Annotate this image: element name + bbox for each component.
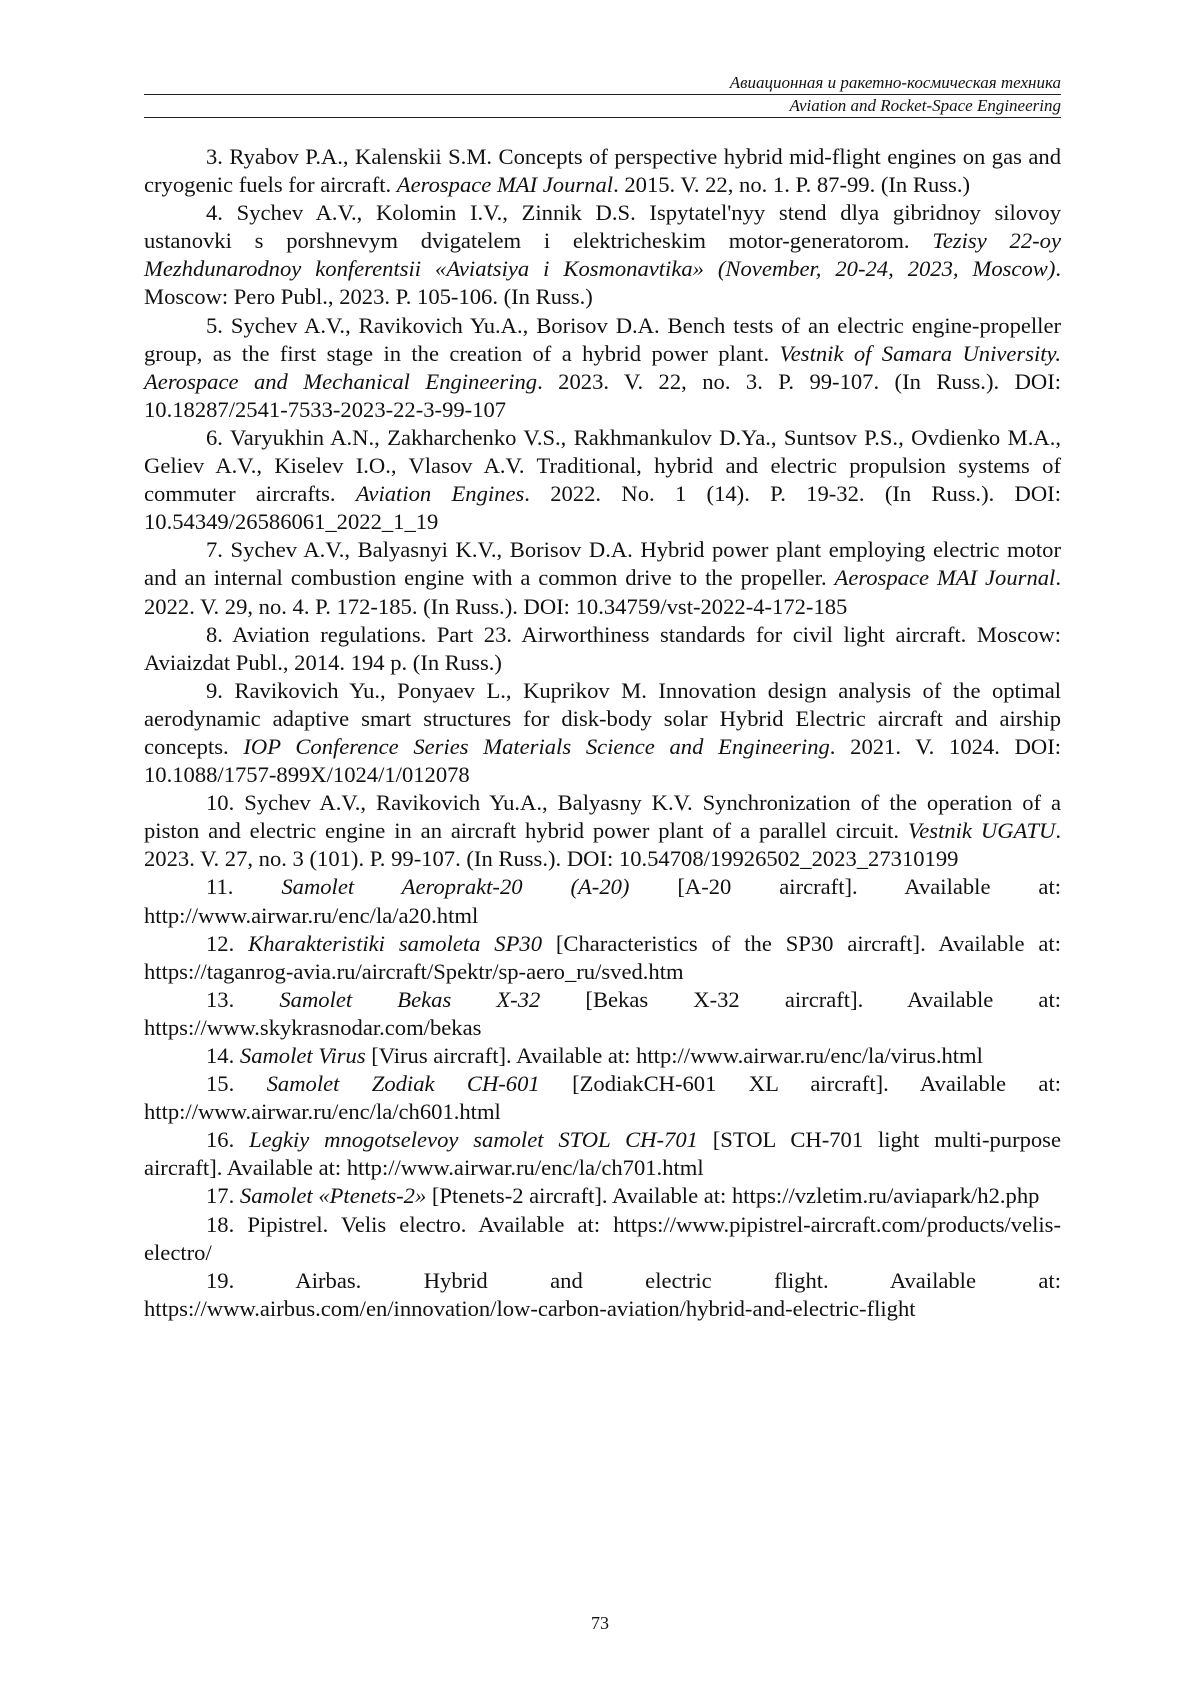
- reference-details: [STOL CH-701 light multi-purpose aircraft]. Available at: http://www.airwar.ru/enc/la/ch701.html: [144, 1127, 1062, 1181]
- reference-source: Aerospace MAI Journal: [834, 565, 1056, 591]
- reference-15: [144, 1070, 1061, 1126]
- reference-details: . 2022. V. 29, no. 4. P. 172-185. (In Russ.). DOI: 10.34759/vst-2022-4-172-185: [144, 565, 1061, 619]
- reference-details: . 2015. V. 22, no. 1. P. 87-99. (In Russ.): [613, 172, 970, 198]
- reference-11: [144, 873, 1061, 929]
- reference-details: . 2023. V. 27, no. 3 (101). P. 99-107. (In Russ.). DOI: 10.54708/19926502_2023_27310199: [144, 818, 1062, 872]
- running-header: [144, 72, 1061, 118]
- reference-details: [Virus aircraft]. Available at: http://www.airwar.ru/enc/la/virus.html: [365, 1043, 983, 1068]
- reference-18: [144, 1211, 1061, 1267]
- reference-source: Samolet Bekas X-32: [279, 986, 541, 1012]
- reference-source: Aerospace MAI Journal: [396, 172, 614, 198]
- reference-details: [A-20 aircraft]. Available at: http://www.airwar.ru/enc/la/a20.html: [144, 874, 1061, 928]
- reference-12: [144, 930, 1061, 986]
- reference-source: Samolet Virus: [239, 1043, 366, 1068]
- reference-7: [144, 536, 1061, 620]
- reference-text: 11.: [206, 874, 282, 900]
- reference-text: 18. Pipistrel. Velis electro. Available at: https://www.pipistrel-aircraft.com/products/velis-electro/: [144, 1211, 1061, 1265]
- reference-text: 4. Sychev A.V., Kolomin I.V., Zinnik D.S. Ispytatel'nyy stend dlya gibridnoy silovoy ustanovki s porshnevym dvigatelem i elektricheskim motor-generatorom.: [144, 200, 1061, 254]
- reference-text: 12.: [206, 930, 249, 956]
- reference-text: 17.: [206, 1183, 240, 1209]
- reference-source: Samolet Aeroprakt-20 (A-20): [281, 874, 630, 900]
- reference-17: [144, 1182, 1061, 1210]
- reference-text: 15.: [206, 1071, 267, 1097]
- reference-details: [Characteristics of the SP30 aircraft]. Available at: https://taganrog-avia.ru/aircraft/Spektr/sp-aero_ru/sved.htm: [144, 930, 1061, 984]
- reference-details: [ZodiakCH-601 XL aircraft]. Available at: http://www.airwar.ru/enc/la/ch601.html: [144, 1071, 1061, 1125]
- reference-9: [144, 677, 1061, 789]
- journal-title-ru: Авиационная и ракетно-космическая техника: [144, 72, 1061, 95]
- reference-list: [144, 143, 1061, 1323]
- reference-source: Vestnik UGATU: [907, 818, 1056, 844]
- reference-14: [144, 1042, 1061, 1070]
- reference-text: 3. Ryabov P.A., Kalenskii S.M. Concepts of perspective hybrid mid-flight engines on gas and cryogenic fuels for aircraft.: [144, 144, 1061, 198]
- reference-text: 13.: [206, 986, 280, 1012]
- reference-source: Legkiy mnogotselevoy samolet STOL CH-701: [249, 1127, 698, 1153]
- reference-8: [144, 621, 1061, 677]
- reference-text: 7. Sychev A.V., Balyasnyi K.V., Borisov D.A. Hybrid power plant employing electric motor and an internal combustion engine with a common drive to the propeller.: [144, 537, 1061, 591]
- reference-19: [144, 1267, 1061, 1323]
- reference-13: [144, 986, 1061, 1042]
- journal-title-en: Aviation and Rocket-Space Engineering: [144, 95, 1061, 118]
- reference-text: 9. Ravikovich Yu., Ponyaev L., Kuprikov M. Innovation design analysis of the optimal aerodynamic adaptive smart structures for disk-body solar Hybrid Electric aircraft and airship concepts.: [144, 677, 1061, 759]
- reference-source: Aviation Engines: [355, 481, 525, 507]
- reference-16: [144, 1126, 1061, 1182]
- reference-5: [144, 312, 1061, 424]
- reference-text: 14.: [206, 1043, 240, 1068]
- reference-text: 10. Sychev A.V., Ravikovich Yu.A., Balyasny K.V. Synchronization of the operation of a piston and electric engine in an aircraft hybrid power plant of a parallel circuit.: [144, 790, 1061, 844]
- reference-text: 6. Varyukhin A.N., Zakharchenko V.S., Rakhmankulov D.Ya., Suntsov P.S., Ovdienko M.A., Geliev A.V., Kiselev I.O., Vlasov A.V. Traditional, hybrid and electric propulsion systems of commuter aircrafts.: [144, 424, 1061, 507]
- reference-3: [144, 143, 1061, 199]
- reference-source: IOP Conference Series Materials Science and Engineering: [243, 733, 830, 759]
- reference-details: [Bekas X-32 aircraft]. Available at: https://www.skykrasnodar.com/bekas: [144, 986, 1061, 1040]
- reference-details: . 2022. No. 1 (14). P. 19-32. (In Russ.). DOI: 10.54349/26586061_2022_1_19: [144, 481, 1061, 535]
- reference-text: 8. Aviation regulations. Part 23. Airworthiness standards for civil light aircraft. Moscow: Aviaizdat Publ., 2014. 194 p. (In Russ.): [144, 621, 1061, 675]
- reference-source: Tezisy 22-oy Mezhdunarodnoy konferentsii «Aviatsiya i Kosmonavtika» (November, 20-24, 2023, Moscow): [144, 228, 1061, 282]
- reference-text: 5. Sychev A.V., Ravikovich Yu.A., Borisov D.A. Bench tests of an electric engine-propeller group, as the first stage in the creation of a hybrid power plant.: [144, 312, 1061, 366]
- reference-4: [144, 199, 1061, 311]
- page-number: 73: [591, 1613, 609, 1633]
- reference-text: 16.: [206, 1127, 250, 1153]
- reference-details: . 2023. V. 22, no. 3. P. 99-107. (In Russ.). DOI: 10.18287/2541-7533-2023-22-3-99-107: [144, 368, 1061, 422]
- reference-source: Samolet «Ptenets-2»: [239, 1183, 427, 1209]
- reference-source: Vestnik of Samara University. Aerospace and Mechanical Engineering: [144, 340, 1061, 394]
- reference-6: [144, 424, 1061, 536]
- reference-source: Kharakteristiki samoleta SP30: [248, 930, 542, 956]
- reference-10: [144, 789, 1061, 873]
- reference-details: . Moscow: Pero Publ., 2023. P. 105-106. (In Russ.): [144, 256, 1061, 310]
- reference-text: 19. Airbas. Hybrid and electric flight. Available at: https://www.airbus.com/en/innovation/low-carbon-aviation/hybrid-and-electric-flight: [144, 1267, 1061, 1321]
- reference-details: [Ptenets-2 aircraft]. Available at: https://vzletim.ru/aviapark/h2.php: [426, 1183, 1040, 1209]
- reference-source: Samolet Zodiak CH-601: [266, 1071, 540, 1097]
- reference-details: . 2021. V. 1024. DOI: 10.1088/1757-899X/1024/1/012078: [144, 733, 1061, 788]
